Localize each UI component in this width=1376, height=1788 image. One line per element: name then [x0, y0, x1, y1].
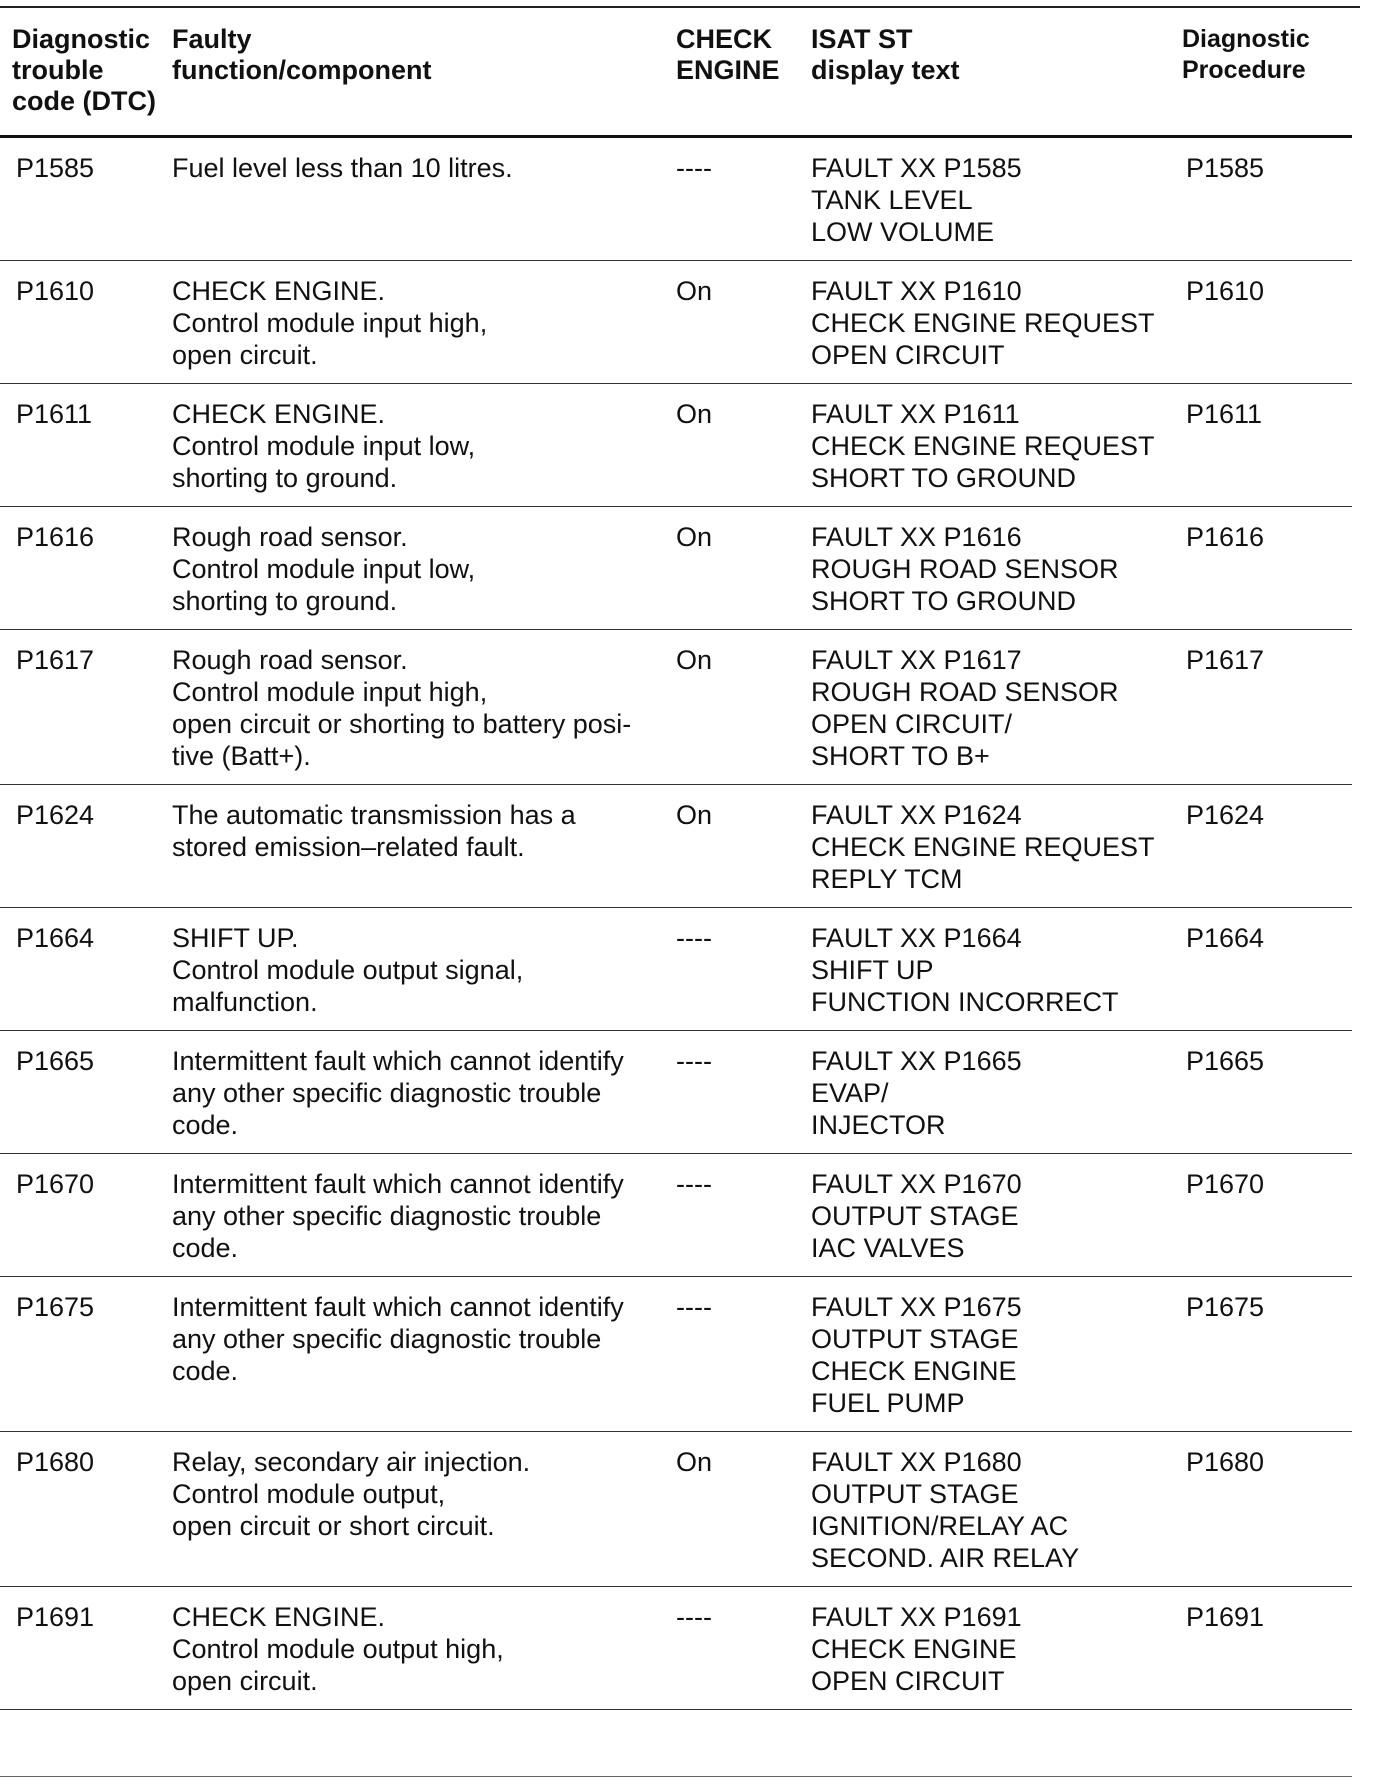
procedure-code: P1691: [1186, 1602, 1265, 1632]
function-line: shorting to ground.: [172, 586, 398, 616]
check-engine-cell: [676, 1587, 811, 1710]
dtc-code-cell: [0, 908, 172, 1031]
procedure-cell: [1182, 137, 1352, 261]
function-line: Control module input high,: [172, 308, 488, 338]
dtc-code-cell: [0, 1154, 172, 1277]
function-cell: [172, 507, 676, 630]
isat-cell: [811, 785, 1182, 908]
isat-line: LOW VOLUME: [811, 217, 995, 247]
isat-line: REPLY TCM: [811, 864, 963, 894]
function-line: Control module output signal,: [172, 955, 524, 985]
header-row: [0, 10, 1352, 137]
isat-line: CHECK ENGINE REQUEST: [811, 308, 1155, 338]
isat-cell: [811, 1587, 1182, 1710]
function-line: Control module output,: [172, 1479, 446, 1509]
isat-line: FAULT XX P1624: [811, 800, 1022, 830]
function-line: Control module input low,: [172, 554, 476, 584]
procedure-code: P1670: [1186, 1169, 1265, 1199]
check-engine-value: On: [676, 276, 713, 306]
check-engine-value: ----: [676, 153, 712, 183]
header-function-line: function/component: [172, 55, 432, 85]
header-function: [172, 10, 676, 137]
isat-line: FAULT XX P1680: [811, 1447, 1022, 1477]
isat-line: IGNITION/RELAY AC: [811, 1511, 1069, 1541]
check-engine-value: On: [676, 522, 713, 552]
check-engine-value: On: [676, 1447, 713, 1477]
isat-line: EVAP/: [811, 1078, 889, 1108]
function-line: open circuit.: [172, 340, 318, 370]
isat-cell: [811, 261, 1182, 384]
header-function-line: Faulty: [172, 24, 252, 54]
table-body: [0, 137, 1352, 1710]
function-line: CHECK ENGINE.: [172, 399, 386, 429]
procedure-code: P1664: [1186, 923, 1265, 953]
dtc-code: P1680: [16, 1447, 95, 1477]
function-line: tive (Batt+).: [172, 741, 311, 771]
check-engine-value: On: [676, 399, 713, 429]
function-cell: [172, 1277, 676, 1432]
check-engine-cell: [676, 1031, 811, 1154]
isat-line: CHECK ENGINE: [811, 1634, 1017, 1664]
function-line: open circuit.: [172, 1666, 318, 1696]
procedure-cell: [1182, 1432, 1352, 1587]
function-cell: [172, 1031, 676, 1154]
check-engine-cell: [676, 630, 811, 785]
procedure-code: P1585: [1186, 153, 1265, 183]
isat-line: OPEN CIRCUIT: [811, 340, 1005, 370]
function-cell: [172, 908, 676, 1031]
table-row: [0, 908, 1352, 1031]
header-procedure-line: Diagnostic: [1182, 25, 1310, 53]
header-dtc-line: trouble: [12, 55, 104, 85]
isat-line: CHECK ENGINE: [811, 1356, 1017, 1386]
table-row: [0, 261, 1352, 384]
dtc-code: P1665: [16, 1046, 95, 1076]
procedure-cell: [1182, 1154, 1352, 1277]
header-isat-line: display text: [811, 55, 960, 85]
function-line: CHECK ENGINE.: [172, 276, 386, 306]
function-line: Control module input low,: [172, 431, 476, 461]
isat-line: OPEN CIRCUIT: [811, 1666, 1005, 1696]
isat-cell: [811, 1277, 1182, 1432]
procedure-code: P1680: [1186, 1447, 1265, 1477]
isat-line: FAULT XX P1670: [811, 1169, 1022, 1199]
isat-line: FAULT XX P1585: [811, 153, 1022, 183]
header-isat-line: ISAT ST: [811, 24, 913, 54]
check-engine-cell: [676, 384, 811, 507]
procedure-cell: [1182, 507, 1352, 630]
header-procedure-line: Procedure: [1182, 56, 1306, 84]
function-line: code.: [172, 1233, 239, 1263]
procedure-cell: [1182, 630, 1352, 785]
check-engine-value: ----: [676, 1046, 712, 1076]
dtc-code: P1624: [16, 800, 95, 830]
isat-cell: [811, 1154, 1182, 1277]
procedure-cell: [1182, 785, 1352, 908]
dtc-code-cell: [0, 261, 172, 384]
function-line: code.: [172, 1356, 239, 1386]
function-line: any other specific diagnostic trouble: [172, 1324, 602, 1354]
dtc-code-cell: [0, 137, 172, 261]
isat-line: SHORT TO B+: [811, 741, 990, 771]
function-line: Relay, secondary air injection.: [172, 1447, 531, 1477]
isat-line: OPEN CIRCUIT/: [811, 709, 1013, 739]
isat-line: FAULT XX P1610: [811, 276, 1022, 306]
dtc-code-cell: [0, 1587, 172, 1710]
check-engine-value: ----: [676, 923, 712, 953]
dtc-code: P1611: [16, 399, 93, 429]
dtc-code: P1585: [16, 153, 95, 183]
function-line: Rough road sensor.: [172, 645, 408, 675]
table-row: [0, 630, 1352, 785]
function-cell: [172, 1587, 676, 1710]
check-engine-cell: [676, 908, 811, 1031]
procedure-code: P1611: [1186, 399, 1263, 429]
check-engine-cell: [676, 785, 811, 908]
dtc-code: P1670: [16, 1169, 95, 1199]
header-check-line: ENGINE: [676, 55, 780, 85]
header-check-engine: [676, 10, 811, 137]
dtc-table: [0, 10, 1352, 1710]
isat-line: IAC VALVES: [811, 1233, 965, 1263]
dtc-code: P1616: [16, 522, 95, 552]
isat-line: FAULT XX P1665: [811, 1046, 1022, 1076]
dtc-code-cell: [0, 1277, 172, 1432]
isat-line: OUTPUT STAGE: [811, 1324, 1019, 1354]
function-line: code.: [172, 1110, 239, 1140]
isat-line: FAULT XX P1617: [811, 645, 1022, 675]
function-line: Intermittent fault which cannot identify: [172, 1169, 624, 1199]
table-header: [0, 10, 1352, 137]
table-row: [0, 507, 1352, 630]
dtc-code: P1691: [16, 1602, 95, 1632]
isat-cell: [811, 630, 1182, 785]
check-engine-value: ----: [676, 1602, 712, 1632]
dtc-code-cell: [0, 1432, 172, 1587]
isat-line: FAULT XX P1691: [811, 1602, 1022, 1632]
isat-line: ROUGH ROAD SENSOR: [811, 554, 1119, 584]
procedure-code: P1616: [1186, 522, 1265, 552]
dtc-code-cell: [0, 507, 172, 630]
isat-cell: [811, 908, 1182, 1031]
dtc-code-cell: [0, 785, 172, 908]
table-row: [0, 785, 1352, 908]
function-cell: [172, 1432, 676, 1587]
isat-line: TANK LEVEL: [811, 185, 973, 215]
function-line: CHECK ENGINE.: [172, 1602, 386, 1632]
isat-line: FAULT XX P1675: [811, 1292, 1022, 1322]
function-line: Control module output high,: [172, 1634, 504, 1664]
function-cell: [172, 261, 676, 384]
isat-line: FAULT XX P1616: [811, 522, 1022, 552]
isat-line: OUTPUT STAGE: [811, 1479, 1019, 1509]
bottom-rule: [0, 1776, 1352, 1777]
dtc-code: P1675: [16, 1292, 95, 1322]
table-row: [0, 1154, 1352, 1277]
procedure-cell: [1182, 1277, 1352, 1432]
header-check-line: CHECK: [676, 24, 773, 54]
function-line: any other specific diagnostic trouble: [172, 1201, 602, 1231]
check-engine-cell: [676, 1154, 811, 1277]
table-row: [0, 1277, 1352, 1432]
function-cell: [172, 630, 676, 785]
procedure-code: P1610: [1186, 276, 1265, 306]
function-line: shorting to ground.: [172, 463, 398, 493]
procedure-code: P1617: [1186, 645, 1265, 675]
function-cell: [172, 384, 676, 507]
function-line: Intermittent fault which cannot identify: [172, 1292, 624, 1322]
procedure-cell: [1182, 908, 1352, 1031]
isat-line: FAULT XX P1611: [811, 399, 1020, 429]
function-line: Rough road sensor.: [172, 522, 408, 552]
isat-cell: [811, 1432, 1182, 1587]
dtc-code: P1664: [16, 923, 95, 953]
check-engine-value: ----: [676, 1169, 712, 1199]
top-rule: [0, 6, 1360, 8]
header-dtc: [0, 10, 172, 137]
check-engine-value: On: [676, 800, 713, 830]
check-engine-cell: [676, 507, 811, 630]
table-row: [0, 137, 1352, 261]
function-line: malfunction.: [172, 987, 318, 1017]
isat-line: FUNCTION INCORRECT: [811, 987, 1119, 1017]
function-cell: [172, 1154, 676, 1277]
function-line: Fuel level less than 10 litres.: [172, 153, 513, 183]
function-line: Control module input high,: [172, 677, 488, 707]
function-cell: [172, 785, 676, 908]
check-engine-value: On: [676, 645, 713, 675]
isat-cell: [811, 137, 1182, 261]
isat-line: SHIFT UP: [811, 955, 934, 985]
function-line: open circuit or shorting to battery posi-: [172, 709, 632, 739]
isat-line: FAULT XX P1664: [811, 923, 1022, 953]
dtc-code: P1617: [16, 645, 95, 675]
isat-cell: [811, 384, 1182, 507]
check-engine-cell: [676, 1432, 811, 1587]
function-line: The automatic transmission has a: [172, 800, 576, 830]
isat-line: SECOND. AIR RELAY: [811, 1543, 1080, 1573]
header-dtc-line: Diagnostic: [12, 24, 151, 54]
procedure-code: P1675: [1186, 1292, 1265, 1322]
header-procedure: [1182, 10, 1352, 137]
isat-line: INJECTOR: [811, 1110, 946, 1140]
function-line: open circuit or short circuit.: [172, 1511, 495, 1541]
function-cell: [172, 137, 676, 261]
procedure-cell: [1182, 261, 1352, 384]
dtc-code-cell: [0, 630, 172, 785]
procedure-code: P1665: [1186, 1046, 1265, 1076]
procedure-cell: [1182, 1031, 1352, 1154]
dtc-code-cell: [0, 1031, 172, 1154]
procedure-code: P1624: [1186, 800, 1265, 830]
function-line: Intermittent fault which cannot identify: [172, 1046, 624, 1076]
check-engine-cell: [676, 261, 811, 384]
procedure-cell: [1182, 384, 1352, 507]
isat-line: SHORT TO GROUND: [811, 586, 1077, 616]
dtc-code-cell: [0, 384, 172, 507]
function-line: any other specific diagnostic trouble: [172, 1078, 602, 1108]
table-row: [0, 1031, 1352, 1154]
check-engine-cell: [676, 137, 811, 261]
function-line: SHIFT UP.: [172, 923, 299, 953]
isat-line: OUTPUT STAGE: [811, 1201, 1019, 1231]
table-row: [0, 1587, 1352, 1710]
function-line: stored emission–related fault.: [172, 832, 525, 862]
isat-line: SHORT TO GROUND: [811, 463, 1077, 493]
isat-cell: [811, 507, 1182, 630]
dtc-code: P1610: [16, 276, 95, 306]
procedure-cell: [1182, 1587, 1352, 1710]
table-row: [0, 1432, 1352, 1587]
isat-line: FUEL PUMP: [811, 1388, 965, 1418]
isat-cell: [811, 1031, 1182, 1154]
isat-line: CHECK ENGINE REQUEST: [811, 832, 1155, 862]
header-dtc-line: code (DTC): [12, 86, 156, 116]
check-engine-value: ----: [676, 1292, 712, 1322]
isat-line: ROUGH ROAD SENSOR: [811, 677, 1119, 707]
table-row: [0, 384, 1352, 507]
header-isat: [811, 10, 1182, 137]
check-engine-cell: [676, 1277, 811, 1432]
isat-line: CHECK ENGINE REQUEST: [811, 431, 1155, 461]
